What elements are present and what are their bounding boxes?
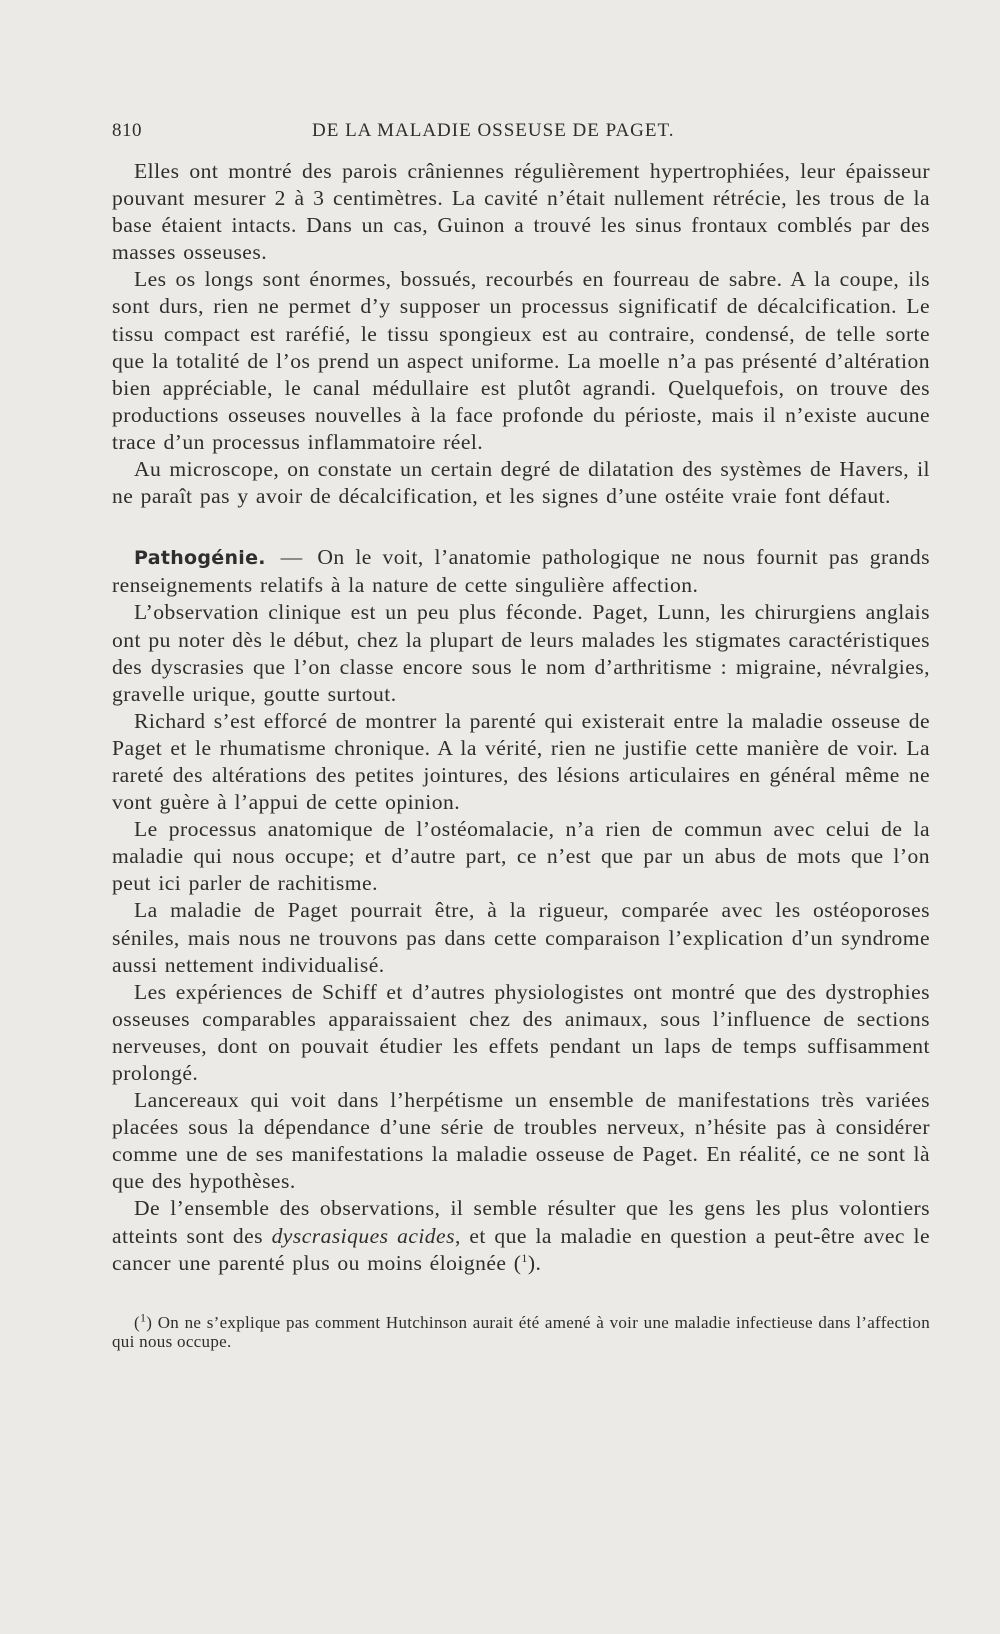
running-title: DE LA MALADIE OSSEUSE DE PAGET.: [312, 120, 675, 141]
paragraph-skull: Elles ont montré des parois crâniennes régulièrement hypertrophiées, leur épaisseur pouvant mesurer 2 à 3 centimètres. La cavité n’était nullement rétrécie, les trous de la base étaient intacts. Dans un cas, Guinon a trouvé les sinus frontaux comblés par des masses osseuses.: [112, 159, 930, 265]
paragraph-osteomalacia: Le processus anatomique de l’ostéomalacie, n’a rien de commun avec celui de la maladie qui nous occupe; et d’autre part, ce n’est que par un abus de mots que l’on peut ici parler de rachitisme.: [112, 817, 930, 896]
footnote-open-paren: (: [134, 1312, 140, 1332]
paragraph-lancereaux: Lancereaux qui voit dans l’herpétisme un ensemble de manifestations très variées placées sous la dépendance d’une série de troubles nerveux, n’hésite pas à considérer comme une de ses manifestations la maladie osseuse de Paget. En réalité, ce ne sont là que des hypothèses.: [112, 1088, 930, 1194]
paragraph-schiff: Les expériences de Schiff et d’autres physiologistes ont montré que des dystrophies osseuses comparables apparaissaient chez des animaux, sous l’influence de sections nerveuses, dont on pouvait étudier les effets pendant un laps de temps suffisamment prolongé.: [112, 979, 930, 1085]
conclusion-text-before: De l’ensemble des observations, il semble résulter que les gens les plus volontiers atteints sont des: [112, 1196, 930, 1248]
paragraph-conclusion: [112, 1195, 930, 1276]
body-text: [112, 158, 930, 1277]
paragraph-pathogenie-lead: [112, 544, 930, 599]
section-gap: [112, 510, 930, 544]
footnote-text-line: [112, 1310, 930, 1351]
paragraph-richard: Richard s’est efforcé de montrer la parenté qui existerait entre la maladie osseuse de Paget et le rhumatisme chronique. A la vérité, rien ne justifie cette manière de voir. La rareté des altérations des petites jointures, des lésions articulaires en général même ne vont guère à l’appui de cette opinion.: [112, 708, 930, 815]
paragraph-microscope: Au microscope, on constate un certain degré de dilatation des systèmes de Havers, il ne paraît pas y avoir de décalcification, et les signes d’une ostéite vraie font défaut.: [112, 457, 930, 509]
paragraph-long-bones: Les os longs sont énormes, bossués, recourbés en fourreau de sabre. A la coupe, ils sont durs, rien ne permet d’y supposer un processus significatif de décalcification. Le tissu compact est raréfié, le tissu spongieux est au contraire, condensé, de telle sorte que la totalité de l’os prend un aspect uniforme. La moelle n’a pas présenté d’altération bien appréciable, le canal médullaire est plutôt agrandi. Quelquefois, on trouve des productions osseuses nouvelles à la face profonde du périoste, mais il n’existe aucune trace d’un processus inflammatoire réel.: [112, 267, 930, 454]
footnote: [112, 1310, 930, 1351]
page-number: 810: [112, 120, 142, 141]
footnote-reference[interactable]: 1: [521, 1250, 528, 1265]
running-head: [112, 120, 930, 150]
paragraph-osteoporosis: La maladie de Paget pourrait être, à la rigueur, comparée avec les ostéoporoses séniles, mais nous ne trouvons pas dans cette comparaison l’explication d’un syndrome aussi nettement individualisé.: [112, 898, 930, 977]
pathogenie-lead-text: On le voit, l’anatomie pathologique ne nous fournit pas grands renseignements relatifs à la nature de cette singulière affection.: [112, 545, 930, 598]
conclusion-text-after: , et que la maladie en question a peut-être avec le cancer une parenté plus ou moins éloignée (: [112, 1223, 930, 1275]
footnote-close-paren: ): [146, 1312, 153, 1332]
em-dash: —: [280, 545, 303, 570]
footnote-marker: 1: [139, 1310, 147, 1325]
section-heading-pathogenie: Pathogénie.: [134, 547, 266, 570]
footnote-text: On ne s’explique pas comment Hutchinson aurait été amené à voir une maladie infectieuse dans l’affection qui nous occupe.: [112, 1312, 930, 1351]
paragraph-clinical: L’observation clinique est un peu plus féconde. Paget, Lunn, les chirurgiens anglais ont pu noter dès le début, chez la plupart de leurs malades les stigmates caractéristiques des dyscrasies que l’on classe encore sous le nom d’arthritisme : migraine, névralgies, gravelle urique, goutte surtout.: [112, 600, 930, 706]
conclusion-italic-term: dyscrasiques acides: [271, 1223, 455, 1248]
conclusion-text-close: ).: [527, 1250, 542, 1275]
